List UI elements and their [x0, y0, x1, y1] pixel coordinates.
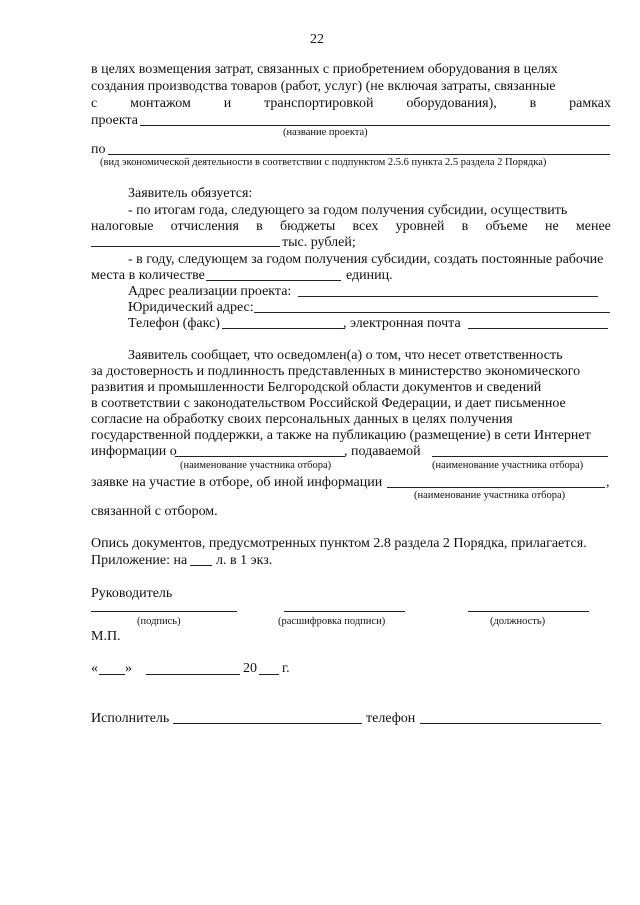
phone-fax-label: Телефон (факс) — [128, 316, 220, 331]
obligation-word: отчисления — [170, 219, 239, 234]
attachments-line-1: Опись документов, предусмотренных пунктом 2.8 раздела 2 Порядка, прилагается. — [91, 536, 587, 551]
intro-line-3 — [91, 96, 611, 112]
participant-name-field-2[interactable] — [432, 456, 608, 457]
obligation-1-line-1: - по итогам года, следующего за годом получения субсидии, осуществить — [128, 203, 568, 218]
date-day-field[interactable] — [99, 674, 125, 675]
phone-fax-field[interactable] — [222, 328, 345, 329]
legal-address-label: Юридический адрес: — [128, 300, 254, 315]
obligation-word: не — [544, 219, 559, 234]
po-label: по — [91, 142, 106, 157]
statement-line-7-middle: , подаваемой — [344, 444, 421, 459]
activity-caption: (вид экономической деятельности в соответствии с подпунктом 2.5.6 пункта 2.5 раздела 2 Порядка) — [100, 157, 547, 168]
jobs-unit: единиц. — [346, 268, 393, 283]
intro-word: с — [91, 96, 98, 111]
jobs-label: места в количестве — [91, 268, 205, 283]
executor-label: Исполнитель — [91, 711, 170, 726]
legal-address-field[interactable] — [254, 312, 610, 313]
project-address-label: Адрес реализации проекта: — [128, 284, 292, 299]
participant-caption-bottom: (наименование участника отбора) — [414, 490, 566, 501]
date-close-quote: » — [125, 661, 132, 676]
obligation-1-line-2 — [91, 219, 611, 235]
project-address-field[interactable] — [298, 296, 598, 297]
intro-line-1-text: в целях возмещения затрат, связанных с приобретением оборудования в целях — [91, 62, 558, 77]
executor-phone-field[interactable] — [420, 723, 601, 724]
signature-decode-caption: (расшифровка подписи) — [278, 616, 386, 627]
signature-caption: (подпись) — [137, 616, 181, 627]
project-caption: (название проекта) — [283, 127, 368, 138]
activity-field[interactable] — [108, 154, 610, 155]
statement-line-8-prefix: заявке на участие в отборе, об иной информации — [91, 475, 383, 490]
project-label: проекта — [91, 113, 138, 128]
intro-word: транспортировкой — [264, 96, 374, 111]
page-number: 22 — [310, 32, 324, 47]
email-field[interactable] — [468, 328, 608, 329]
executor-field[interactable] — [173, 723, 362, 724]
statement-line-4: в соответствии с законодательством Российской Федерации, и дает письменное — [91, 396, 566, 411]
statement-line-9: связанной с отбором. — [91, 504, 218, 519]
obligation-word: бюджеты — [280, 219, 336, 234]
position-field[interactable] — [468, 611, 589, 612]
participant-name-field-1[interactable] — [175, 456, 345, 457]
sheet-count-field[interactable] — [190, 565, 212, 566]
project-name-field[interactable] — [140, 125, 610, 126]
signature-decode-field[interactable] — [284, 611, 405, 612]
position-caption: (должность) — [490, 616, 546, 627]
executor-phone-label: телефон — [366, 711, 416, 726]
tax-amount-field[interactable] — [91, 246, 280, 247]
attachments-prefix: Приложение: на — [91, 553, 188, 568]
statement-line-5: согласие на обработку своих персональных данных в целях получения — [91, 412, 513, 427]
statement-line-7-prefix: информации о — [91, 444, 177, 459]
statement-line-2: за достоверность и подлинность представленных в министерство экономического — [91, 364, 581, 379]
obligation-2-line-1: - в году, следующем за годом получения субсидии, создать постоянные рабочие — [128, 252, 604, 267]
participant-caption-left: (наименование участника отбора) — [180, 460, 332, 471]
tax-unit: тыс. рублей; — [282, 235, 356, 250]
intro-word: монтажом — [130, 96, 191, 111]
jobs-count-field[interactable] — [206, 280, 341, 281]
obligation-word: в — [256, 219, 263, 234]
statement-line-3: развития и промышленности Белгородской области документов и сведений — [91, 380, 542, 395]
date-month-field[interactable] — [146, 674, 240, 675]
statement-line-6: государственной поддержки, а также на публикацию (размещение) в сети Интернет — [91, 428, 591, 443]
year-prefix: 20 — [243, 661, 257, 676]
obligation-word: объеме — [485, 219, 528, 234]
intro-word: и — [223, 96, 232, 111]
obligation-word: уровней — [395, 219, 445, 234]
signature-field[interactable] — [91, 611, 237, 612]
attachments-suffix: л. в 1 экз. — [216, 553, 273, 568]
intro-line-1 — [91, 62, 611, 78]
obligation-word: налоговые — [91, 219, 154, 234]
date-year-field[interactable] — [259, 674, 279, 675]
intro-word: рамках — [569, 96, 611, 111]
email-label: , электронная почта — [343, 316, 461, 331]
obligations-heading: Заявитель обязуется: — [128, 186, 253, 201]
participant-caption-right: (наименование участника отбора) — [432, 460, 584, 471]
intro-word: в — [529, 96, 537, 111]
year-suffix: г. — [282, 661, 290, 676]
obligation-word: менее — [575, 219, 611, 234]
stamp-label: М.П. — [91, 629, 121, 644]
participant-name-field-3[interactable] — [387, 487, 605, 488]
obligation-word: в — [461, 219, 469, 234]
statement-line-8-suffix: , — [606, 475, 610, 490]
statement-line-1: Заявитель сообщает, что осведомлен(а) о том, что несет ответственность — [128, 348, 563, 363]
head-label: Руководитель — [91, 586, 173, 601]
intro-line-2: создания производства товаров (работ, услуг) (не включая затраты, связанные — [91, 79, 556, 94]
date-open-quote: « — [91, 661, 98, 676]
obligation-word: всех — [352, 219, 379, 234]
intro-word: оборудования), — [406, 96, 497, 111]
